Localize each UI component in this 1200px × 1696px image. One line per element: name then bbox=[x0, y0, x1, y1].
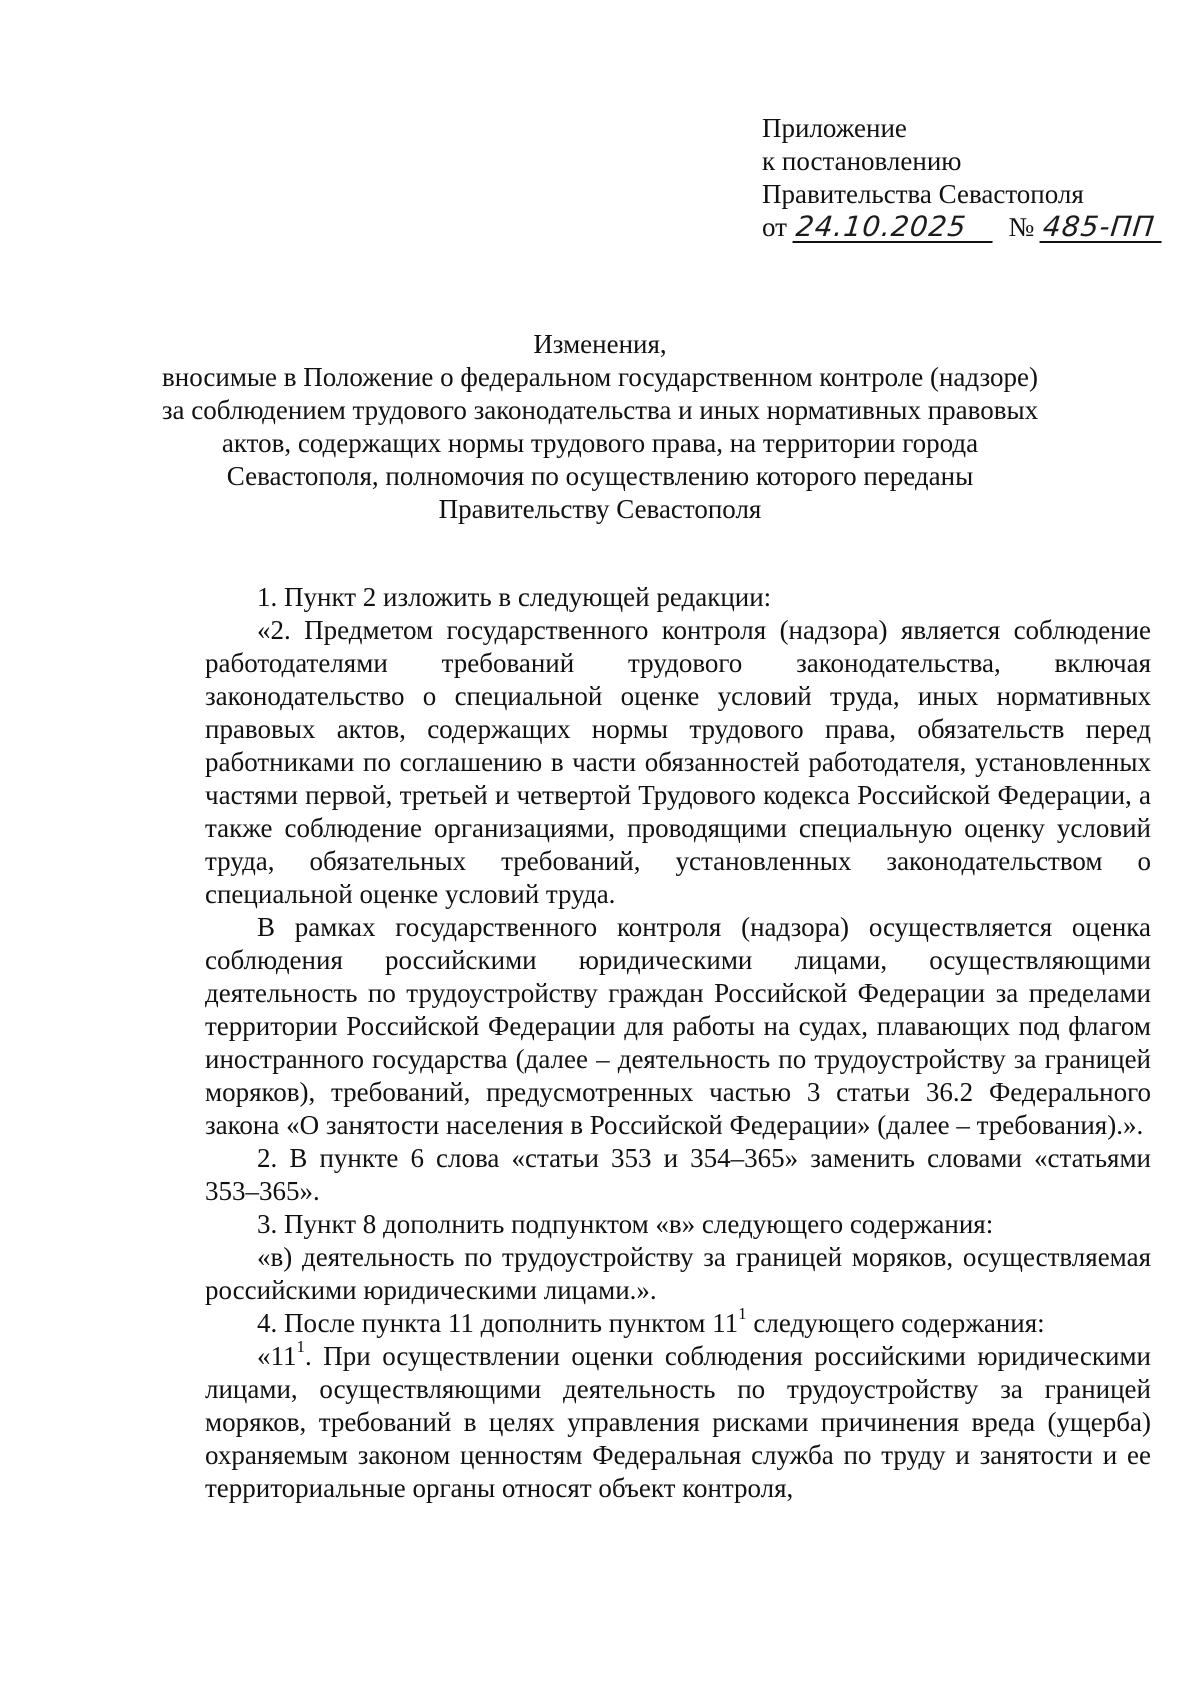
appendix-line-3: Правительства Севастополя bbox=[762, 179, 1084, 209]
title-line-6: Правительству Севастополя bbox=[438, 494, 762, 524]
document-title bbox=[160, 328, 1040, 526]
paragraph-2: «2. Предметом государственного контроля (надзора) является соблюдение работодателями требований трудового законодательства, включая законодательство о специальной оценке условий труда, иных нормативных правовых актов, содержащих нормы трудового права, обязательств перед работниками по соглашению в части обязанностей работодателя, установленных частями первой, третьей и четвертой Трудового кодекса Российской Федерации, а также соблюдение организациями, проводящими специальную оценку условий труда, обязательных требований, установленных законодательством о специальной оценке условий труда. bbox=[205, 615, 1151, 909]
paragraph-8 bbox=[205, 1337, 1151, 1505]
appendix-date-line bbox=[762, 211, 1162, 244]
paragraph-3: В рамках государственного контроля (надзора) осуществляется оценка соблюдения российскими юридическими лицами, осуществляющими деятельность по трудоустройству граждан Российской Федерации за пределами территории Российской Федерации для работы на судах, плавающих под флагом иностранного государства (далее – деятельность по трудоустройству за границей моряков), требований, предусмотренных частью 3 статьи 36.2 Федерального закона «О занятости населения в Российской Федерации» (далее – требования).». bbox=[205, 912, 1151, 1140]
paragraph-8-open: «11 bbox=[257, 1341, 297, 1371]
paragraph-8-text: . При осуществлении оценки соблюдения российскими юридическими лицами, осуществляющими деятельность по трудоустройству за границей моряков, требований в целях управления рисками причинения вреда (ущерба) охраняемым законом ценностям Федеральная служба по труду и занятости и ее территориальные органы относят объект контроля, bbox=[205, 1341, 1151, 1503]
title-line-3: за соблюдением трудового законодательства и иных нормативных правовых bbox=[161, 395, 1039, 425]
paragraph-7-superscript: 1 bbox=[738, 1304, 747, 1323]
paragraph-6: «в) деятельность по трудоустройству за границей моряков, осуществляемая российскими юридическими лицами.». bbox=[205, 1242, 1151, 1305]
paragraph-5: 3. Пункт 8 дополнить подпунктом «в» следующего содержания: bbox=[257, 1209, 994, 1239]
title-line-1: Изменения, bbox=[533, 329, 667, 359]
date-prefix: от bbox=[762, 212, 787, 242]
paragraph-8-superscript: 1 bbox=[296, 1337, 305, 1356]
paragraph-7 bbox=[205, 1304, 1151, 1340]
appendix-line-1: Приложение bbox=[762, 113, 907, 143]
handwritten-date: 24.10.2025 bbox=[792, 213, 995, 243]
paragraph-4: 2. В пункте 6 слова «статьи 353 и 354–365» заменить словами «статьями 353–365». bbox=[205, 1143, 1151, 1206]
title-line-5: Севастополя, полномочия по осуществлению которого переданы bbox=[226, 461, 974, 491]
appendix-block bbox=[762, 112, 1162, 244]
paragraph-7-text: 4. После пункта 11 дополнить пунктом 11 bbox=[257, 1308, 739, 1338]
title-line-2: вносимые в Положение о федеральном государственном контроле (надзоре) bbox=[162, 362, 1038, 392]
handwritten-number: 485-ПП bbox=[1039, 213, 1164, 243]
paragraph-1: 1. Пункт 2 изложить в следующей редакции: bbox=[257, 582, 772, 612]
number-prefix: № bbox=[1008, 212, 1035, 242]
paragraph-7-tail: следующего содержания: bbox=[746, 1308, 1045, 1338]
document-body bbox=[205, 581, 1151, 1505]
title-line-4: актов, содержащих нормы трудового права, на территории города bbox=[221, 428, 979, 458]
appendix-line-2: к постановлению bbox=[762, 146, 962, 176]
